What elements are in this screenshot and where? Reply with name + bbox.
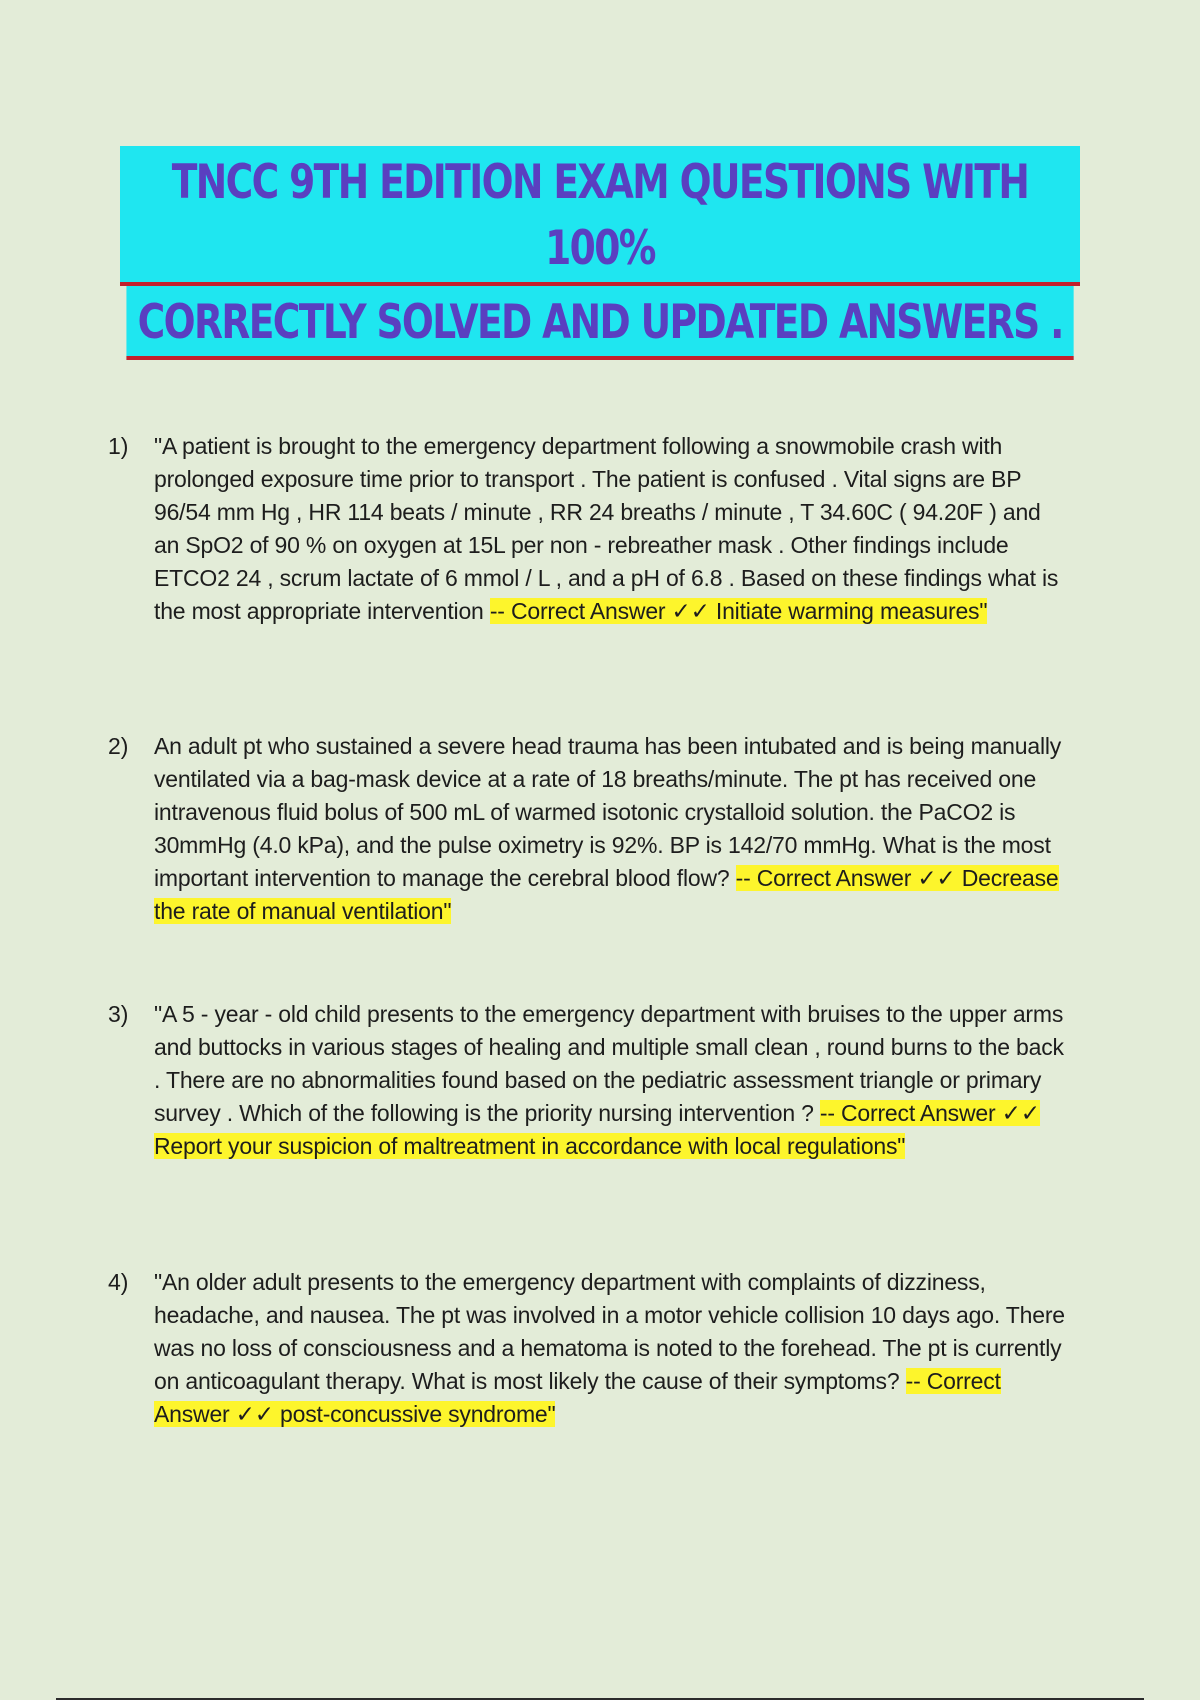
correct-answer: -- Correct Answer ✓✓ Decrease the rate of manual ventilation" [154,865,1059,924]
question-item-2 [108,730,1068,928]
question-text: An adult pt who sustained a severe head trauma has been intubated and is being manually ventilated via a bag-mask device at a rate of 18 breaths/minute. The pt has received one intravenous fluid bolus of 500 mL of warmed isotonic crystalloid solution. the PaCO2 is 30mmHg (4.0 kPa), and the pulse oximetry is 92%. BP is 142/70 mmHg. What is the most important intervention to manage the cerebral blood flow? [154,733,1062,891]
question-number: 1) [108,433,129,459]
question-text-block [154,430,1068,628]
question-text-block [154,730,1068,928]
question-text-block [154,998,1068,1163]
question-text: "An older adult presents to the emergency department with complaints of dizziness, headache, and nausea. The pt was involved in a motor vehicle collision 10 days ago. There was no loss of consciousness and a hematoma is noted to the forehead. The pt is currently on anticoagulant therapy. What is most likely the cause of their symptoms? [154,1269,1065,1394]
correct-answer: -- Correct Answer ✓✓ post-concussive syndrome" [154,1368,1001,1427]
question-text-block [154,1266,1068,1431]
document-title [0,146,1200,360]
question-number: 3) [108,1001,129,1027]
question-item-3 [108,998,1068,1163]
title-line-2: CORRECTLY SOLVED AND UPDATED ANSWERS . [126,286,1074,360]
question-text: "A patient is brought to the emergency department following a snowmobile crash with prolonged exposure time prior to transport . The patient is confused . Vital signs are BP 96/54 mm Hg , HR 114 beats / minute , RR 24 breaths / minute , T 34.60C ( 94.20F ) and an SpO2 of 90 % on oxygen at 15L per non - rebreather mask . Other findings include ETCO2 24 , scrum lactate of 6 mmol / L , and a pH of 6.8 . Based on these findings what is the most appropriate intervention [154,433,1059,624]
question-item-4 [108,1266,1068,1431]
question-number: 2) [108,733,129,759]
question-number: 4) [108,1269,129,1295]
question-item-1 [108,430,1068,628]
correct-answer: -- Correct Answer ✓✓ Initiate warming measures" [489,598,988,624]
question-text: "A 5 - year - old child presents to the emergency department with bruises to the upper arms and buttocks in various stages of healing and multiple small clean , round burns to the back . There are no abnormalities found based on the pediatric assessment triangle or primary survey . Which of the following is the priority nursing intervention ? [154,1001,1064,1126]
correct-answer: -- Correct Answer ✓✓ Report your suspicion of maltreatment in accordance with local regulations" [154,1100,1040,1159]
title-line-1: TNCC 9TH EDITION EXAM QUESTIONS WITH 100% [120,146,1080,286]
